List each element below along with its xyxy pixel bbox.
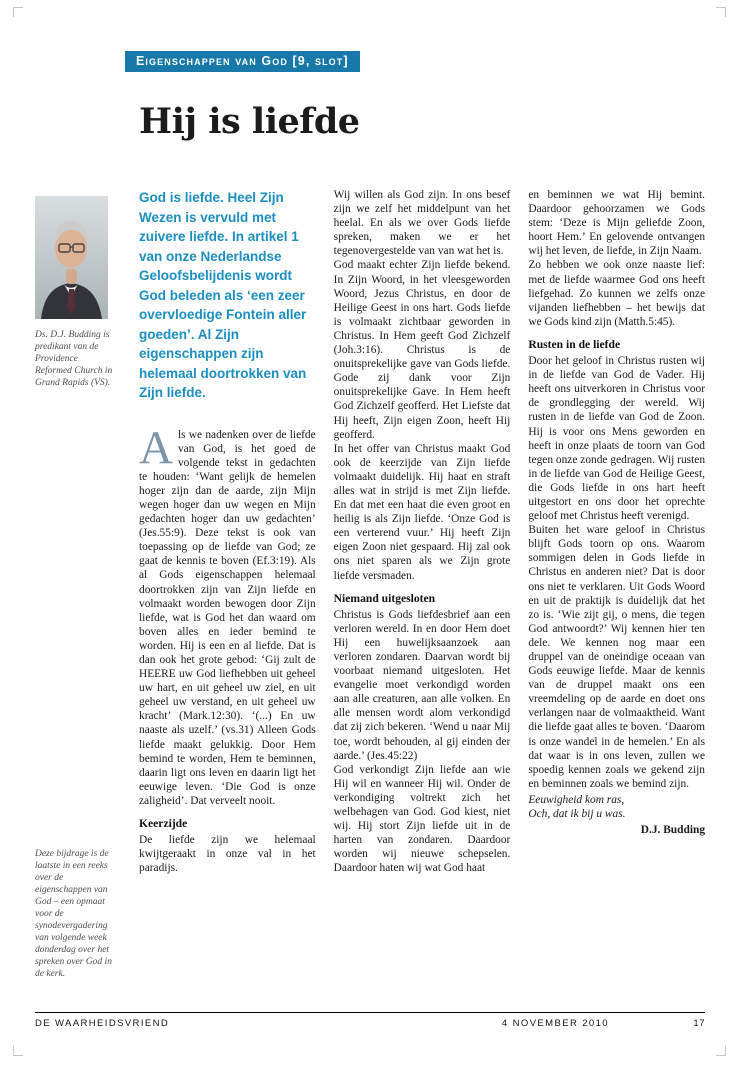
body-paragraph: God verkondigt Zijn liefde aan wie Hij wil en wanneer Hij wil. Onder de verkondiging voltrekt zich het welbehagen van God. God kiest, niet wij. Hij stort Zijn liefde uit in de harten van zondaren. Daardoor worden wij nieuwe schepselen. Daardoor haten wij wat God haat (333, 763, 511, 875)
body-paragraph: Buiten het ware geloof in Christus blijft Gods toorn op ons. Waarom sommigen delen in Gods liefde in Christus en anderen niet? Dat is door ons niet te verklaren. Uit Gods Woord en uit de praktijk is duidelijk dat het zo is. ‘Wie zijt gij, o mens, die tegen God antwoordt?’ Wij kennen hier ten dele. We kennen nog maar een druppel van de oneindige oceaan van Gods eeuwige liefde. Maar de kennis van de druppel maakt ons een vreemdeling op de aarde en doet ons verlangen naar de volmaaktheid. Want die liefde gaat alles te boven. ‘Daarom is onze wandel in de hemelen.’ En als dat waar is in ons leven, zullen we spoedig kennen zoals we gekend zijn en beminnen zoals we bemind zijn. (528, 524, 705, 790)
drop-cap: A (139, 421, 173, 474)
body-paragraph: God maakt echter Zijn liefde bekend. In Zijn Woord, in het vleesgeworden Woord, Jezus Christus, en door de Heilige Geest in ons hart. Gods liefde is volmaakt zichtbaar geworden in Christus. In Hem geeft God Zichzelf (Joh.3:16). Christus is de onuitsprekelijke gave van Gods liefde. Gode zij dank voor Zijn onuitsprekelijke Gave. In Hem heeft God Zichzelf geofferd. Het Liefste dat Hij heeft, Zijn eigen Zoon, heeft Hij geofferd. (333, 259, 511, 441)
journal-name: DE WAARHEIDSVRIEND (35, 1018, 170, 1029)
article-body (139, 188, 705, 1012)
column-1-text (139, 421, 316, 876)
crop-mark (716, 7, 726, 17)
body-paragraph: en beminnen we wat Hij bemint. Daardoor gehoorzamen we Gods stem: ‘Deze is Mijn geliefde Zoon, hoort Hem.’ En gelovende ontvangen wij het leven, de liefde, in Zijn Naam. (528, 189, 705, 258)
column-2 (334, 188, 511, 1012)
margin-note: Deze bijdrage is de laatste in een reeks over de eigenschappen van God – een opmaat voor de synodevergadering van volgende week donderdag over het spreken over God in de kerk. (35, 849, 112, 979)
crop-mark (13, 1046, 23, 1056)
issue-date: 4 NOVEMBER 2010 (501, 1018, 609, 1029)
page-footer (35, 1018, 705, 1029)
intro-paragraph: God is liefde. Heel Zijn Wezen is vervuld met zuivere liefde. In artikel 1 van onze Nederlandse Geloofsbelijdenis wordt God beleden als ‘een zeer overvloedige Fontein aller goeden’. Al Zijn eigenschappen zijn helemaal doortrokken van Zijn liefde. (139, 190, 307, 400)
body-paragraph: Door het geloof in Christus rusten wij in de liefde van God de Vader. Hij heeft ons uitverkoren in Christus voor de grondlegging der wereld. Wij rusten in de liefde van God de Zoon. Hij is voor ons Mens geworden en heeft in onze plaats de toorn van God tegen onze zonde gedragen. Wij rusten in de liefde van God de Heilige Geest, die Gods liefde in ons hart heeft uitgestort en ons door het oprechte geloof met Christus heeft verenigd. (528, 355, 705, 523)
page-number: 17 (693, 1018, 705, 1029)
body-paragraph (139, 421, 316, 809)
poem-line: Och, dat ik bij u was. (528, 808, 626, 821)
crop-mark (13, 7, 23, 17)
photo-caption: Ds. D.J. Budding is predikant van de Providence Reformed Church in Grand Rapids (VS). (35, 330, 113, 388)
subheading-keerzijde: Keerzijde (139, 817, 188, 831)
column-1 (139, 188, 316, 1012)
body-paragraph: In het offer van Christus maakt God ook de keerzijde van Zijn liefde volmaakt duidelijk. Hij haat en straft alles wat in strijd is met Zijn liefde. En dat met een haat die even groot en heilig is als Zijn liefde. ‘Onze God is een verterend vuur.’ Hij heeft Zijn eigen Zoon niet gespaard. Hij zal ook ons niet sparen als we Zijn grote liefde versmaden. (333, 442, 511, 582)
series-banner-label: Eigenschappen van God [9, slot] (136, 54, 349, 68)
poem-line: Eeuwigheid kom ras, (528, 793, 625, 806)
subheading-rusten-in-de-liefde: Rusten in de liefde (528, 337, 621, 351)
body-paragraph: Christus is Gods liefdesbrief aan een verloren wereld. In en door Hem doet Hij een huwelijksaanzoek aan verloren zondaren. Daarvan wordt bij voorbaat niemand uitgesloten. Het evangelie moet verkondigd worden aan alle creaturen, aan alle volken. En alle mensen wordt alom verkondigd dat zij zich bekeren. ‘Wend u naar Mij toe, wordt behouden, al gij einden der aarde.’ (Jes.45:22) (333, 608, 511, 762)
body-paragraph: De liefde zijn we helemaal kwijtgeraakt in onze val in het paradijs. (139, 834, 316, 875)
author-photo (35, 196, 108, 319)
opening-text: ls we nadenken over de liefde van God, is het goed de volgende tekst in gedachten te houden: ‘Want gelijk de hemelen hoger zijn dan de aarde, zijn Mijn wegen hoger dan uw wegen en Mijn gedachten hoger dan uw gedachten’ (Jes.55:9). Deze tekst is ook van toepassing op de liefde van God; ze gaat de kennis te boven (Ef.3:19). Als al Gods eigenschappen helemaal doortrokken zijn van Zijn liefde en volmaakt worden bewogen door Zijn liefde, wat is God het dan waard om boven alles en ieder bemind te worden. Hij is een en al liefde. Dat is dan ook het grote gebod: ‘Gij zult de HEERE uw God liefhebben uit geheel uw hart, en uit geheel uw ziel, en uit geheel uw verstand, en uit geheel uw kracht’ (Mark.12:30). ‘(...) En uw naaste als uzelf.’ (vs.31) Alleen Gods liefde maakt gelukkig. Door Hem bemind te worden, Hem te beminnen, daarin ligt ons leven en daarin ligt het eeuwige leven. ‘Die God is onze zaligheid’. Dat verveelt nooit. (139, 428, 316, 807)
closing-poem (528, 793, 705, 821)
article-title: Hij is liefde (139, 101, 360, 142)
series-banner (125, 51, 360, 72)
crop-mark (716, 1046, 726, 1056)
footer-rule (35, 1012, 705, 1013)
body-paragraph: Wij willen als God zijn. In ons besef zijn we zelf het middelpunt van het heelal. En als we over Gods liefde spreken, maken we er het tegenovergestelde van van wat het is. (333, 189, 511, 258)
body-paragraph: Zo hebben we ook onze naaste lief: met de liefde waarmee God ons heeft liefgehad. Zo kunnen we zelfs onze vijanden liefhebben – het bewijs dat we Gods kind zijn (Matth.5:45). (528, 259, 705, 328)
subheading-niemand-uitgesloten: Niemand uitgesloten (333, 591, 436, 605)
author-signature: D.J. Budding (640, 824, 705, 837)
column-3 (528, 188, 705, 1012)
author-photo-illustration (35, 196, 108, 319)
